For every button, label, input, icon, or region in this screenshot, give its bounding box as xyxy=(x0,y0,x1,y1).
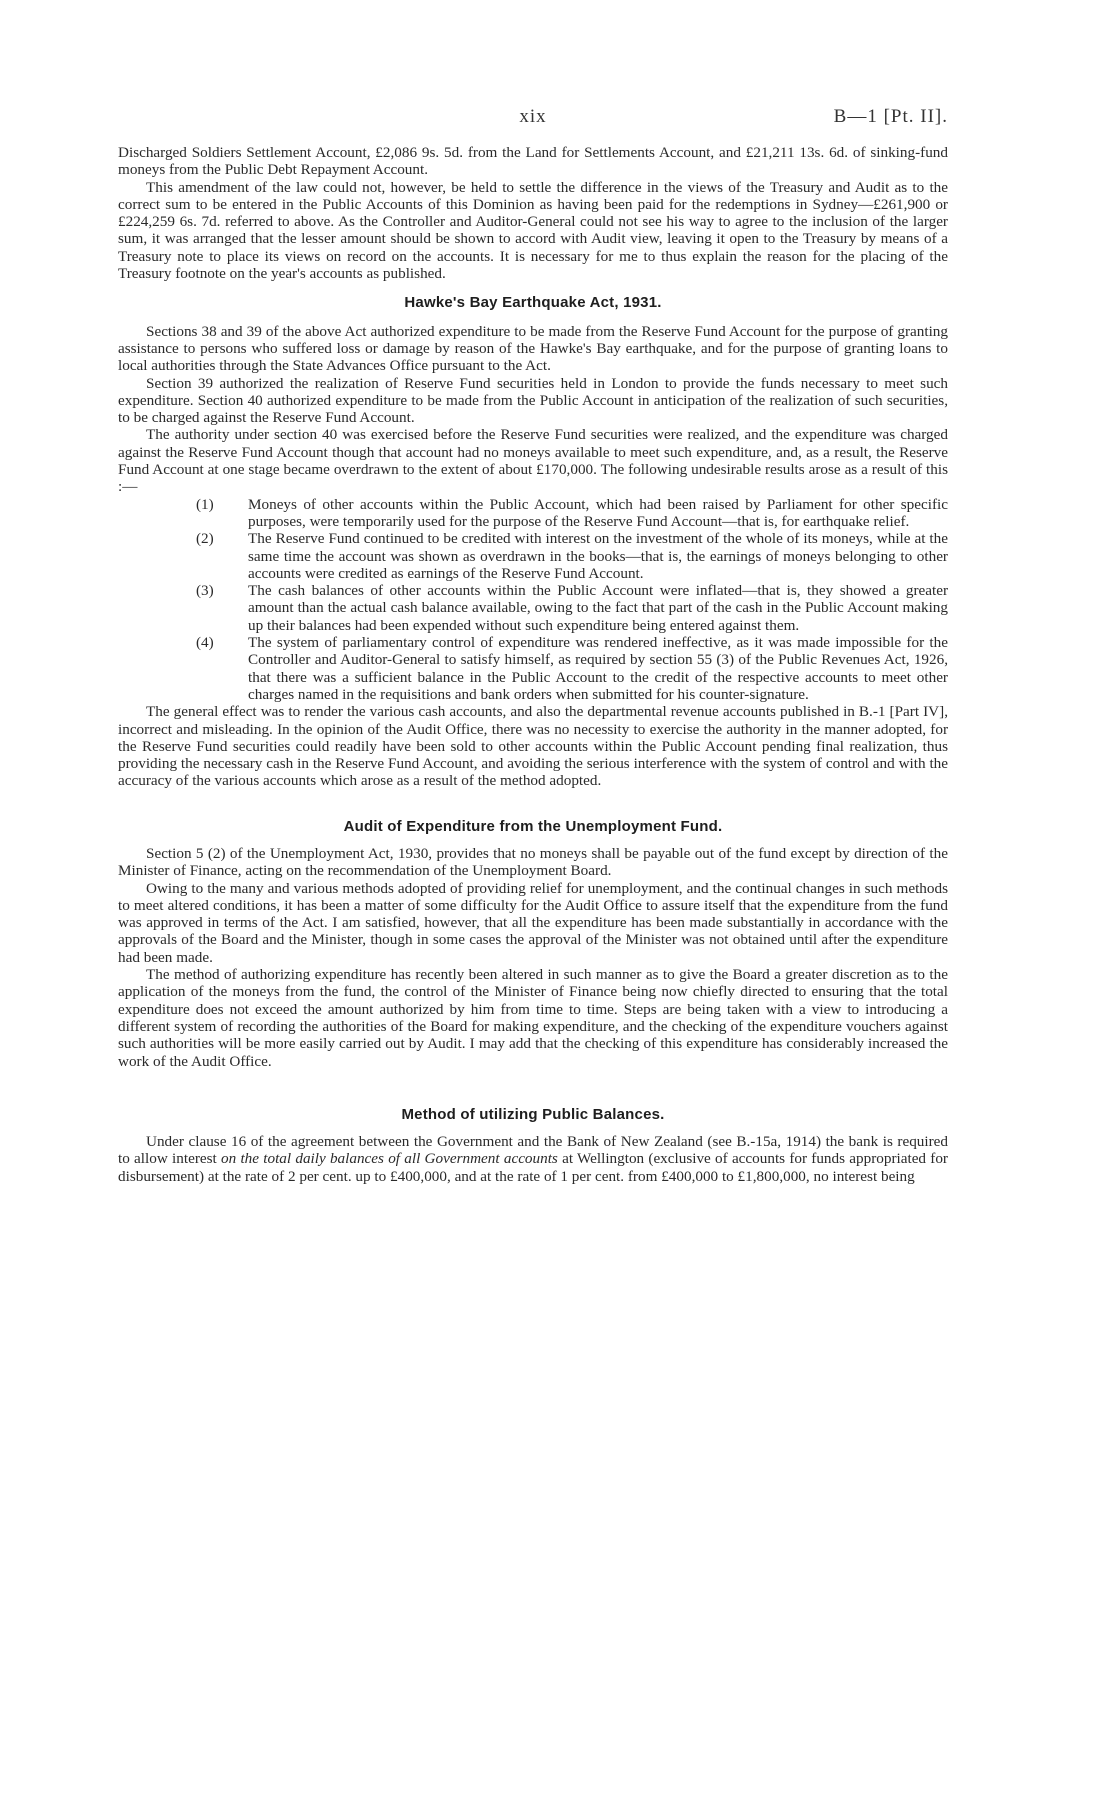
list-item-text: The system of parliamentary control of expenditure was rendered ineffective, as it was made impossible for the Controller and Auditor-General to satisfy himself, as required by section 55 (3) of the Public Revenues Act, 1926, that there was a sufficient balance in the Public Account to the credit of the respective accounts to meet other charges named in the requisitions and bank orders when submitted for his counter-signature. xyxy=(248,634,948,703)
list-item xyxy=(118,496,948,531)
paragraph: Owing to the many and various methods adopted of providing relief for unemployment, and the continual changes in such methods to meet altered conditions, it has been a matter of some difficulty for the Audit Office to assure itself that the expenditure from the fund was approved in terms of the Act. I am satisfied, however, that all the expenditure has been made substantially in accordance with the approvals of the Board and the Minister, though in some cases the approval of the Minister was not obtained until after the expenditure had been made. xyxy=(118,879,948,966)
carryover-paragraph: Discharged Soldiers Settlement Account, £2,086 9s. 5d. from the Land for Settlements Account, and £21,211 13s. 6d. of sinking-fund moneys from the Public Debt Repayment Account. xyxy=(118,144,948,179)
paragraph xyxy=(118,1133,948,1185)
paragraph-text: Under clause 16 of the agreement between the Government and the Bank of New Zealand (see B.-15a, 1914) the bank is required to allow interest xyxy=(118,1133,948,1168)
page-header xyxy=(118,108,948,144)
list-item-number: (3) xyxy=(196,582,214,600)
list-item xyxy=(118,582,948,634)
list-item-text: Moneys of other accounts within the Public Account, which had been raised by Parliament for other specific purposes, were temporarily used for the purpose of the Reserve Fund Account—that is, for earthquake relief. xyxy=(248,495,948,530)
paragraph: The general effect was to render the various cash accounts, and also the departmental revenue accounts published in B.-1 [Part IV], incorrect and misleading. In the opinion of the Audit Office, there was no necessity to exercise the authority in the manner adopted, for the Reserve Fund securities could readily have been sold to other accounts within the Public Account pending final realization, thus providing the necessary cash in the Reserve Fund Account, and avoiding the serious interference with the system of control and with the accuracy of the various accounts which arose as a result of the method adopted. xyxy=(118,703,948,790)
list-item-text: The Reserve Fund continued to be credited with interest on the investment of the whole of its moneys, while at the same time the account was shown as overdrawn in the books—that is, the earnings of moneys belonging to other accounts were credited as earnings of the Reserve Fund Account. xyxy=(248,530,948,582)
list-item xyxy=(118,530,948,582)
paragraph-text: at Wellington (exclusive of accounts for funds appropriated for disbursement) at the rate of 2 per cent. up to £400,000, and at the rate of 1 per cent. from £400,000 to £1,800,000, no interest being xyxy=(118,1150,948,1185)
paragraph: The method of authorizing expenditure has recently been altered in such manner as to give the Board a greater discretion as to the application of the moneys from the fund, the control of the Minister of Finance being now chiefly directed to ensuring that the total expenditure does not exceed the amount authorized by him from time to time. Steps are being taken with a view to introducing a different system of recording the authorities of the Board for making expenditure, and the checking of the expenditure vouchers against such authorities will be more easily carried out by Audit. I may add that the checking of this expenditure has considerably increased the work of the Audit Office. xyxy=(118,966,948,1070)
list-item-number: (2) xyxy=(196,530,214,548)
list-item xyxy=(118,634,948,703)
paragraph: The authority under section 40 was exercised before the Reserve Fund securities were realized, and the expenditure was charged against the Reserve Fund Account though that account had no moneys available to meet such expenditure, and, as a result, the Reserve Fund Account at one stage became overdrawn to the extent of about £170,000. The following undesirable results arose as a result of this :— xyxy=(118,426,948,496)
document-reference: B—1 [Pt. II]. xyxy=(833,106,948,127)
numbered-list xyxy=(118,496,948,704)
section-heading-public-balances: Method of utilizing Public Balances. xyxy=(401,1105,665,1123)
list-item-number: (4) xyxy=(196,634,214,652)
section-heading-unemployment-fund: Audit of Expenditure from the Unemployment Fund. xyxy=(343,817,723,835)
document-page xyxy=(118,108,948,1185)
page-number: xix xyxy=(519,106,547,127)
paragraph: Section 5 (2) of the Unemployment Act, 1930, provides that no moneys shall be payable out of the fund except by direction of the Minister of Finance, acting on the recommendation of the Unemployment Board. xyxy=(118,844,948,880)
paragraph: Sections 38 and 39 of the above Act authorized expenditure to be made from the Reserve Fund Account for the purpose of granting assistance to persons who suffered loss or damage by reason of the Hawke's Bay earthquake, and for the purpose of granting loans to local authorities through the State Advances Office pursuant to the Act. xyxy=(118,322,948,375)
italic-phrase: on the total daily balances of all Government accounts xyxy=(221,1150,558,1168)
paragraph: Section 39 authorized the realization of Reserve Fund securities held in London to provide the funds necessary to meet such expenditure. Section 40 authorized expenditure to be made from the Public Account in anticipation of the realization of such securities, to be charged against the Reserve Fund Account. xyxy=(118,374,948,427)
list-item-number: (1) xyxy=(196,495,214,513)
paragraph: This amendment of the law could not, however, be held to settle the difference in the views of the Treasury and Audit as to the correct sum to be entered in the Public Accounts of this Dominion as having been paid for the redemptions in Sydney—£261,900 or £224,259 6s. 7d. referred to above. As the Controller and Auditor-General could not see his way to agree to the inclusion of the larger sum, it was arranged that the lesser amount should be shown to accord with Audit view, leaving it open to the Treasury by means of a Treasury note to place its views on record on the accounts. It is necessary for me to thus explain the reason for the placing of the Treasury footnote on the year's accounts as published. xyxy=(118,178,948,283)
list-item-text: The cash balances of other accounts within the Public Account were inflated—that is, they showed a greater amount than the actual cash balance available, owing to the fact that part of the cash in the Public Account making up their balances had been expended without such expenditure being entered against them. xyxy=(248,582,948,634)
section-heading-hawkes-bay: Hawke's Bay Earthquake Act, 1931. xyxy=(404,294,662,312)
